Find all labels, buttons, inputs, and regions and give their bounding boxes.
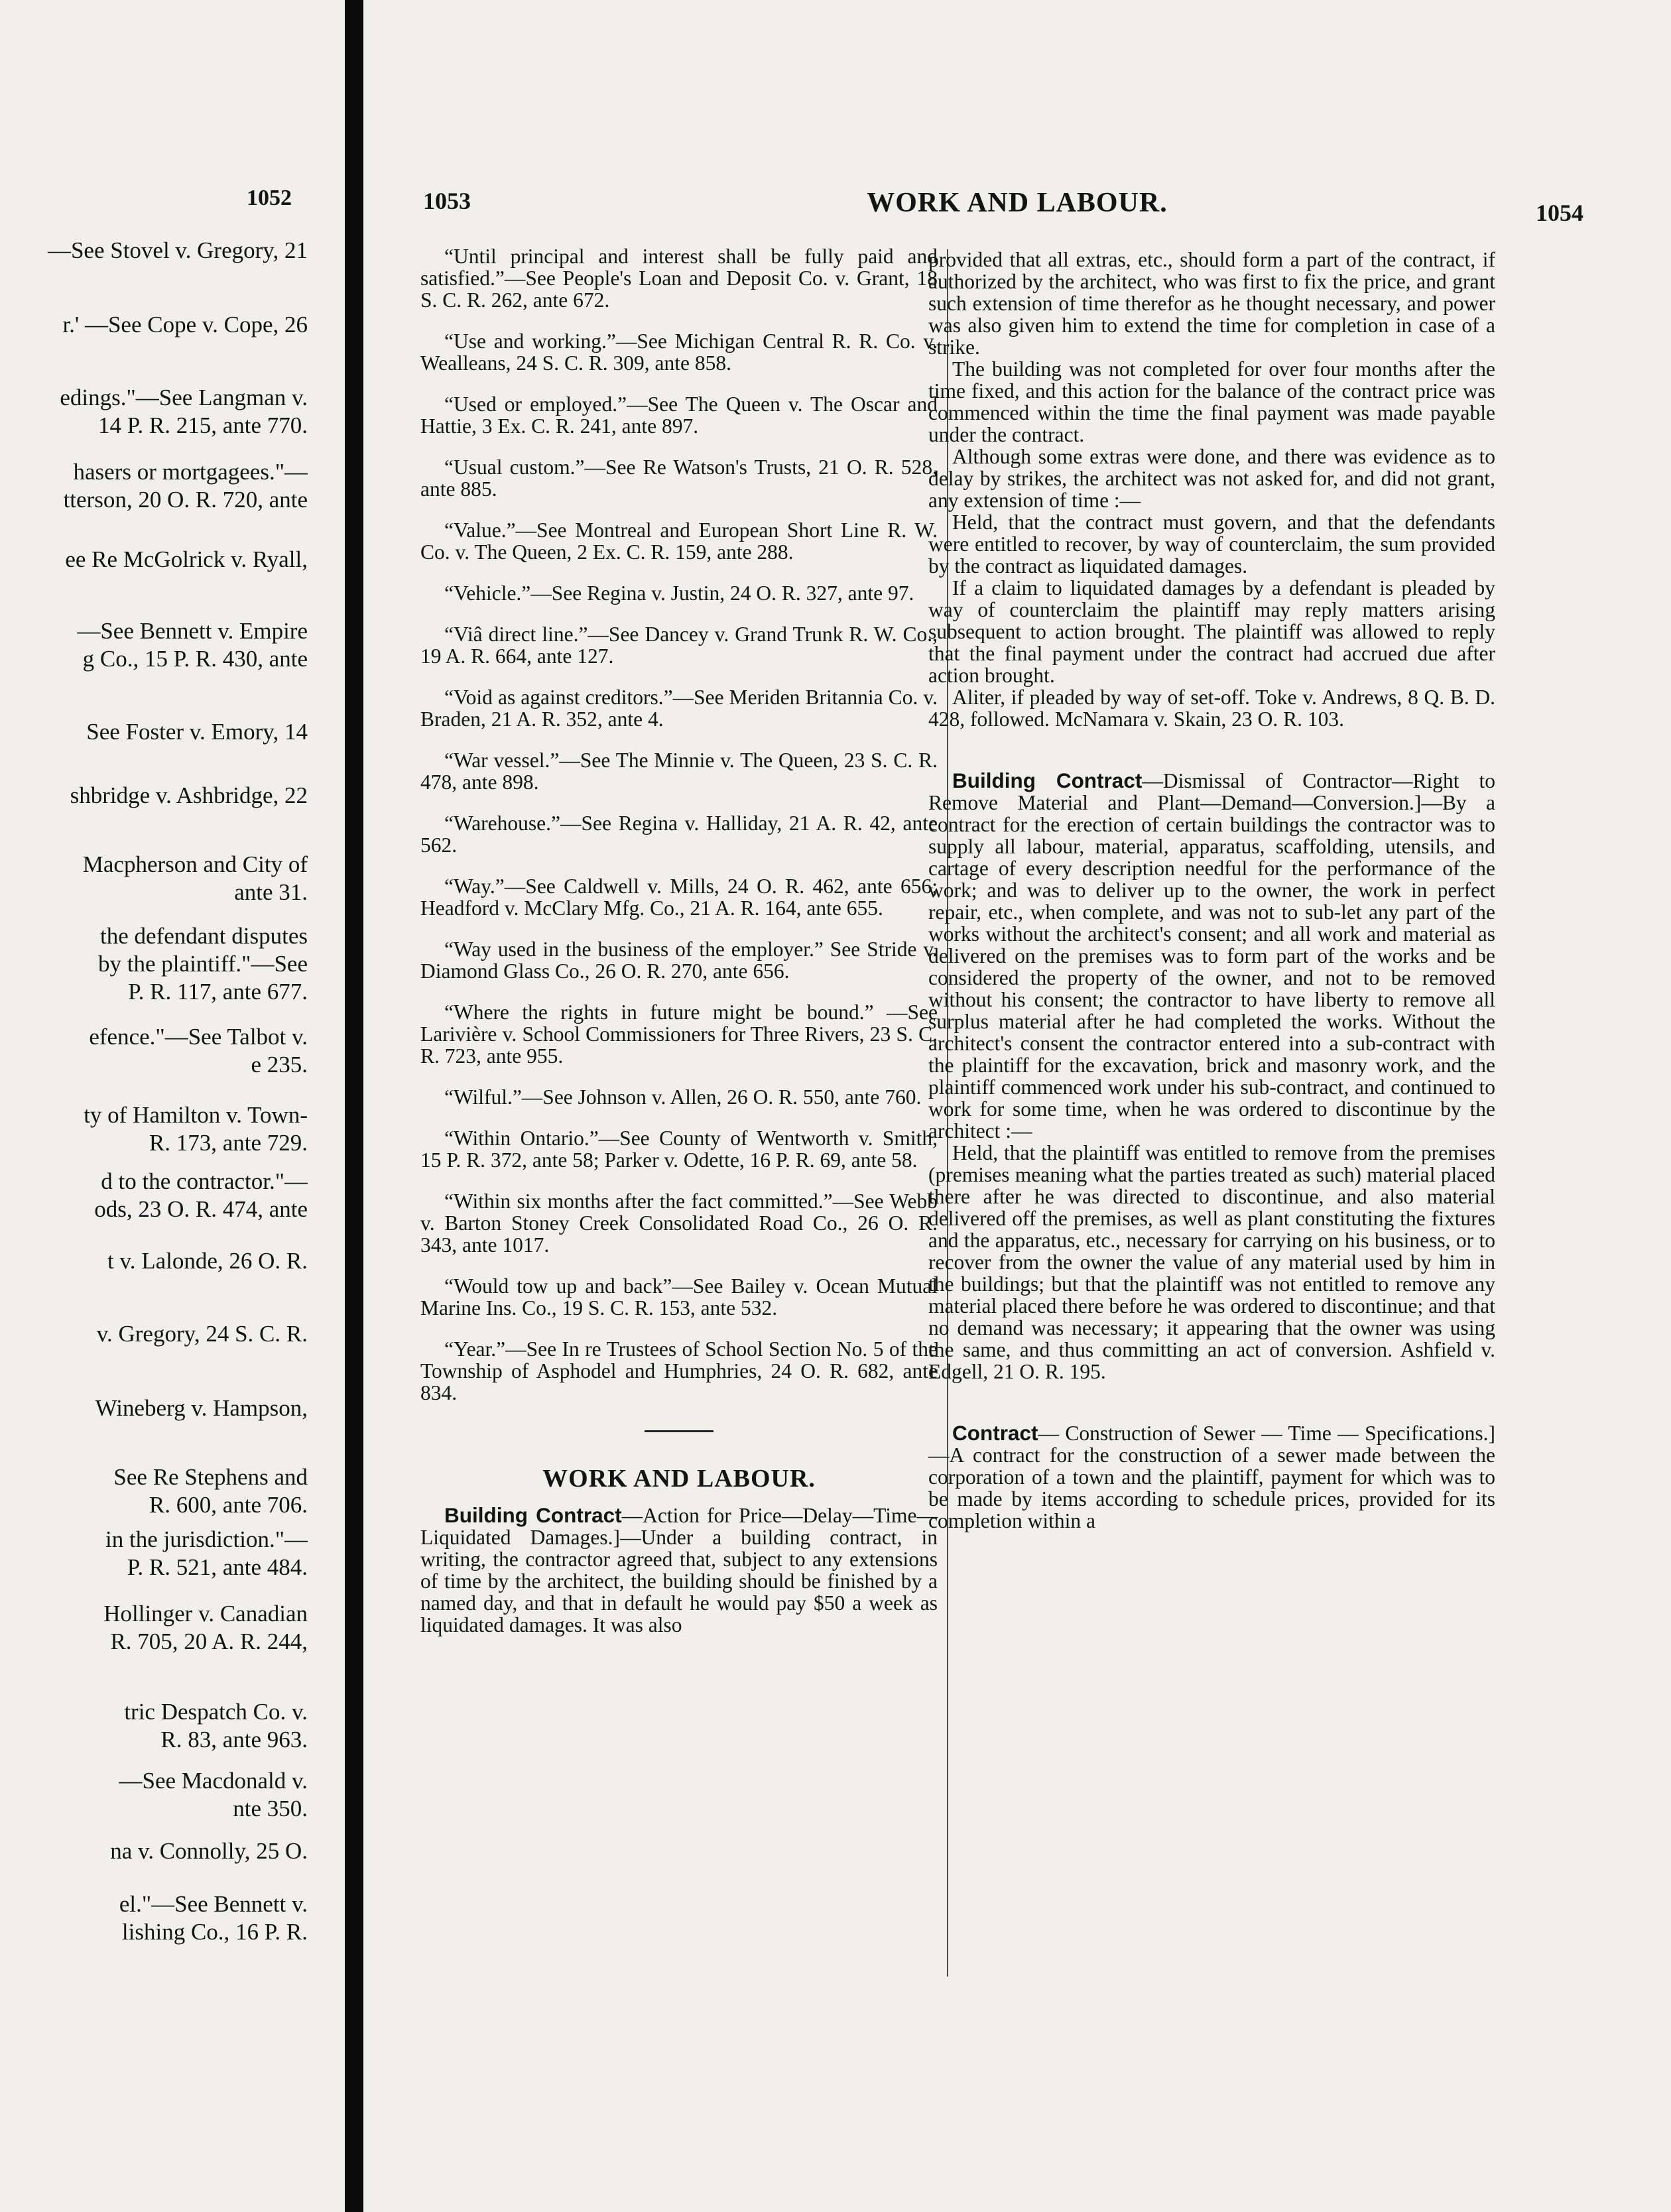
left-text-line: R. 705, 20 A. R. 244, [110,1628,308,1654]
phrase-entry: “Used or employed.”—See The Queen v. The Oscar and Hattie, 3 Ex. C. R. 241, ante 897. [420,393,938,438]
phrase-entry: “Viâ direct line.”—See Dancey v. Grand Trunk R. W. Co., 19 A. R. 664, ante 127. [420,623,938,668]
phrase-entry: “Warehouse.”—See Regina v. Halliday, 21 A. R. 42, ante 562. [420,812,938,857]
page-number-1053: 1053 [423,188,471,214]
left-text-line: —See Macdonald v. [119,1768,308,1794]
left-text-line: by the plaintiff."—See [98,951,308,977]
phrase-entry: “War vessel.”—See The Minnie v. The Queen, 23 S. C. R. 478, ante 898. [420,749,938,794]
phrase-entry: “Where the rights in future might be bound.” —See Larivière v. School Commissioners for Three Rivers, 23 S. C. R. 723, ante 955. [420,1001,938,1068]
left-text-line: t v. Lalonde, 26 O. R. [107,1248,308,1274]
case-paragraph: Aliter, if pleaded by way of set-off. Toke v. Andrews, 8 Q. B. D. 428, followed. McNamara v. Skain, 23 O. R. 103. [928,686,1495,731]
left-text-line: r.' —See Cope v. Cope, 26 [62,312,308,338]
phrase-entry: “Within Ontario.”—See County of Wentworth v. Smith, 15 P. R. 372, ante 58; Parker v. Odette, 16 P. R. 69, ante 58. [420,1127,938,1172]
left-text-line: R. 83, ante 963. [160,1727,308,1752]
topic-heading: Building Contract [444,1503,622,1527]
left-text-line: d to the contractor."— [101,1168,308,1194]
case-held: Held, that the plaintiff was entitled to remove from the premises (premises meaning what the parties treated as such) material placed there after he was directed to discontinue, and also material delivered off the premises, as well as plant constituting the fixtures and the apparatus, etc., necessary for carrying on his business, or to recover from the owner the value of any material used by him in the buildings; but that the plaintiff was not entitled to remove any material placed there before he was ordered to discontinue; and that no demand was necessary; it appearing that the owner was using the same, and thus committing an act of conversion. Ashfield v. Edgell, 21 O. R. 195. [928,1141,1495,1383]
left-text-line: R. 600, ante 706. [149,1492,308,1518]
running-title: WORK AND LABOUR. [867,188,1168,218]
left-text-line: ante 31. [234,879,308,905]
left-page [0,0,345,2212]
left-text-line: lishing Co., 16 P. R. [121,1919,308,1945]
case-paragraph: If a claim to liquidated damages by a defendant is pleaded by way of counterclaim the plaintiff may reply matters arising subsequent to action brought. The plaintiff was allowed to reply that the final payment under the contract had accrued due after action brought. [928,576,1495,687]
left-text-line: Macpherson and City of [82,851,308,877]
left-text-line: 14 P. R. 215, ante 770. [98,412,308,438]
case-paragraph: Held, that the contract must govern, and that the defendants were entitled to recover, by way of counterclaim, the sum provided by the contract as liquidated damages. [928,511,1495,578]
phrase-entry: “Until principal and interest shall be fully paid and satisfied.”—See People's Loan and Deposit Co. v. Grant, 18 S. C. R. 262, ante 672. [420,245,938,312]
case-building-contract-1 [420,1505,938,1636]
case-text: —Action for Price—Delay—Time—Liquidated Damages.]—Under a building contract, in writing, the contractor agreed that, subject to any extensions of time by the architect, the building should be finished by a named day, and that in default he would pay $50 a week as liquidated damages. It was also [420,1504,938,1636]
phrase-entry: “Void as against creditors.”—See Meriden Britannia Co. v. Braden, 21 A. R. 352, ante 4. [420,686,938,731]
case-building-contract-2 [928,770,1495,1142]
phrase-entry: “Vehicle.”—See Regina v. Justin, 24 O. R. 327, ante 97. [444,582,914,605]
left-text-line: tterson, 20 O. R. 720, ante [63,487,308,513]
topic-heading: Contract [952,1421,1038,1445]
left-text-line: P. R. 117, ante 677. [128,979,308,1005]
left-text-line: —See Bennett v. Empire [77,618,308,644]
case-paragraph: Although some extras were done, and there was evidence as to delay by strikes, the architect was not asked for, and did not grant, any extension of time :— [928,445,1495,512]
phrase-entry: “Way.”—See Caldwell v. Mills, 24 O. R. 462, ante 656; Headford v. McClary Mfg. Co., 21 A. R. 164, ante 655. [420,875,938,920]
case-contract-sewer [928,1422,1495,1532]
phrase-entry: “Within six months after the fact committed.”—See Webb v. Barton Stoney Creek Consolidated Road Co., 26 O. R. 343, ante 1017. [420,1190,938,1257]
case-paragraph: The building was not completed for over four months after the time fixed, and this action for the balance of the contract price was commenced within the time the final payment was made payable under the contract. [928,357,1495,446]
left-text-line: —See Stovel v. Gregory, 21 [47,237,308,263]
left-text-line: g Co., 15 P. R. 430, ante [82,646,308,672]
left-text-line: nte 350. [233,1796,308,1821]
right-column [928,249,1495,1532]
left-text-line: efence."—See Talbot v. [89,1024,308,1050]
phrase-entry: “Use and working.”—See Michigan Central R. R. Co. v. Wealleans, 24 S. C. R. 309, ante 858. [420,330,938,375]
right-page [363,0,1671,2212]
left-text-line: el."—See Bennett v. [119,1891,308,1917]
left-text-line: edings."—See Langman v. [60,385,308,410]
left-text-line: in the jurisdiction."— [105,1526,308,1552]
left-text-line: P. R. 521, ante 484. [127,1554,308,1580]
case-text: — Construction of Sewer — Time — Specifications.]—A contract for the construction of a sewer made between the corporation of a town and the plaintiff, payment for which was to be made by items according to schedule prices, provided for its completion within a [928,1422,1495,1532]
left-text-line: R. 173, ante 729. [149,1130,308,1156]
left-text-line: shbridge v. Ashbridge, 22 [70,782,308,808]
left-text-line: hasers or mortgagees."— [73,459,308,485]
phrase-entry: “Year.”—See In re Trustees of School Section No. 5 of the Township of Asphodel and Humphries, 24 O. R. 682, ante 834. [420,1337,938,1404]
page-number-1054: 1054 [1536,200,1583,226]
words-phrases-entries [420,245,938,1404]
middle-column [420,245,938,1636]
topic-heading: Building Contract [952,768,1143,792]
section-title: WORK AND LABOUR. [542,1465,816,1493]
left-text-line: v. Gregory, 24 S. C. R. [96,1321,308,1347]
phrase-entry: “Way used in the business of the employer.” See Stride v. Diamond Glass Co., 26 O. R. 270, ante 656. [420,938,938,983]
phrase-entry: “Value.”—See Montreal and European Short Line R. W. Co. v. The Queen, 2 Ex. C. R. 159, ante 288. [420,519,938,564]
left-text-line: Hollinger v. Canadian [103,1601,308,1627]
left-text-line: ods, 23 O. R. 474, ante [94,1196,308,1222]
left-text-line: ee Re McGolrick v. Ryall, [65,546,308,572]
phrase-entry: “Usual custom.”—See Re Watson's Trusts, 21 O. R. 528, ante 885. [420,456,938,501]
case-building-contract-1-continued [928,249,1495,730]
left-text-line: the defendant disputes [100,923,308,949]
left-text-line: ty of Hamilton v. Town- [84,1102,308,1128]
left-text-line: See Re Stephens and [113,1464,308,1490]
section-divider [645,1430,713,1432]
left-page-number: 1052 [247,186,292,210]
left-text-line: e 235. [251,1052,308,1077]
left-text-line: na v. Connolly, 25 O. [110,1838,308,1864]
left-text-line: tric Despatch Co. v. [124,1699,308,1725]
phrase-entry: “Wilful.”—See Johnson v. Allen, 26 O. R. 550, ante 760. [444,1085,922,1109]
left-text-line: Wineberg v. Hampson, [95,1395,308,1421]
case-text: —Dismissal of Contractor—Right to Remove Material and Plant—Demand—Conversion.]—By a contract for the erection of certain buildings the contractor was to supply all labour, material, apparatus, scaffolding, utensils, and cartage of every description needful for the performance of the work; and was to deliver up to the owner, the work in perfect repair, etc., when complete, and was not to sub-let any part of the works without the architect's consent; and all work and material as delivered on the premises was to form part of the works and be considered the property of the owner, and not to be removed without his consent; the contractor to have liberty to remove all surplus material after he had completed the works. Without the architect's consent the contractor entered into a sub-contract with the plaintiff for the excavation, brick and masonry work, and the plaintiff commenced work under his sub-contract, and continued to work for some time, when he was ordered to discontinue by the architect :— [928,769,1495,1142]
case-paragraph: provided that all extras, etc., should form a part of the contract, if authorized by the architect, who was first to fix the price, and grant such extension of time therefor as he thought necessary, and power was also given him to extend the time for completion in case of a strike. [928,248,1495,359]
left-text-line: See Foster v. Emory, 14 [86,719,308,745]
phrase-entry: “Would tow up and back”—See Bailey v. Ocean Mutual Marine Ins. Co., 19 S. C. R. 153, ante 532. [420,1274,938,1320]
